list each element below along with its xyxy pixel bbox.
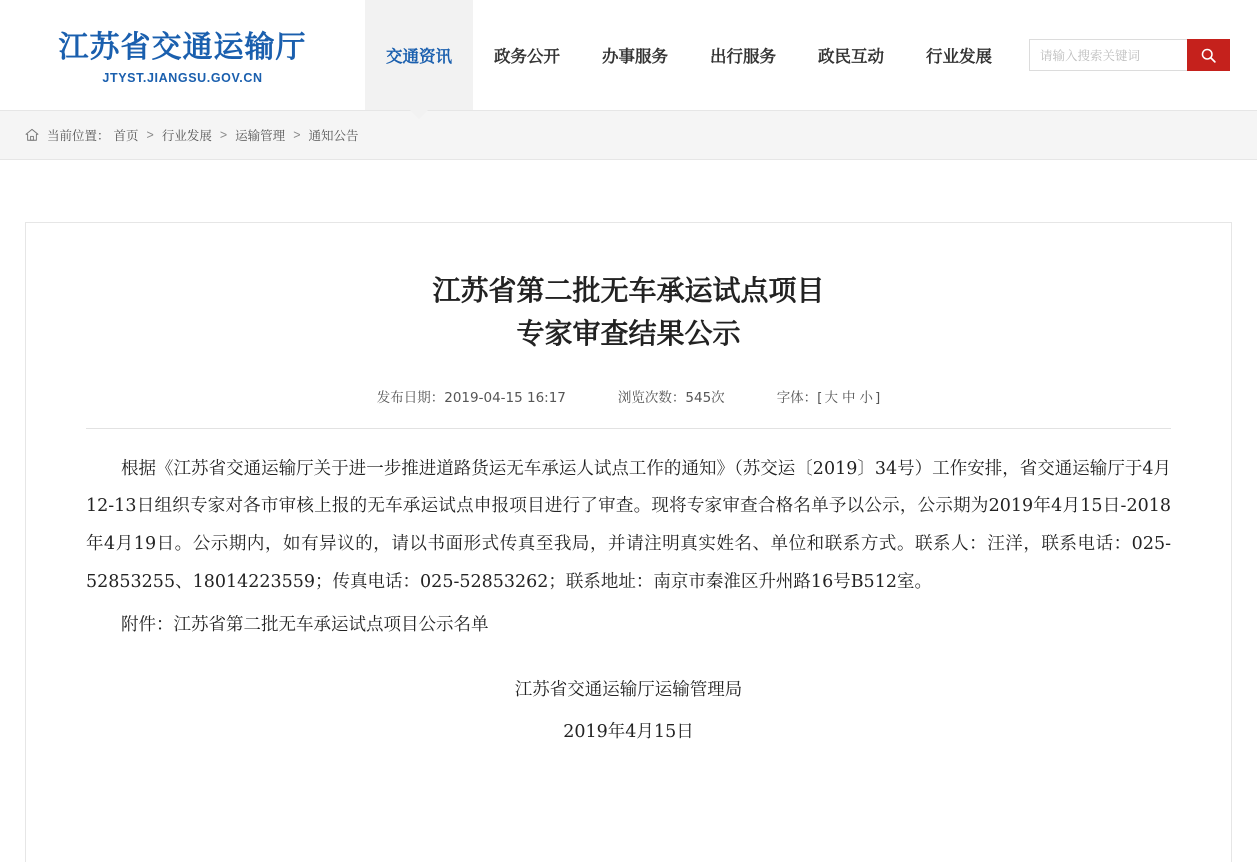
breadcrumb-item-home[interactable]: 首页 [113, 129, 139, 143]
breadcrumb-item-industry[interactable]: 行业发展 [161, 129, 212, 143]
search-button[interactable] [1187, 39, 1230, 71]
nav-item-zhengwugongkai[interactable]: 政务公开 [494, 48, 560, 66]
logo-subtitle: JTYST.JIANGSU.GOV.CN [102, 71, 263, 85]
site-header [0, 0, 1257, 110]
view-count: 浏览次数：545次 [617, 389, 725, 406]
fontsize-control [777, 386, 881, 406]
article-meta [86, 386, 1171, 406]
article-container [25, 222, 1232, 862]
breadcrumb-separator: > [219, 128, 228, 142]
nav-item-zhengminhudong[interactable]: 政民互动 [818, 48, 884, 66]
divider [86, 428, 1171, 429]
home-icon[interactable] [25, 128, 39, 142]
article-signature [86, 669, 1171, 753]
fontsize-large-button[interactable]: 大 [824, 389, 838, 406]
main-nav [365, 0, 1257, 110]
site-logo[interactable] [0, 0, 365, 110]
nav-item-chuxingfuwu[interactable]: 出行服务 [710, 48, 776, 66]
search-icon [1200, 47, 1217, 64]
page-title [86, 269, 1171, 356]
article-title-line1: 江苏省第二批无车承运试点项目 [432, 274, 825, 307]
breadcrumb-label: 当前位置： [47, 129, 110, 143]
article-attachment-line: 附件：江苏省第二批无车承运试点项目公示名单 [121, 615, 489, 636]
breadcrumb-separator: > [293, 128, 301, 142]
breadcrumb-item-notices[interactable]: 通知公告 [308, 129, 359, 143]
publish-date: 发布日期：2019-04-15 16:17 [376, 389, 566, 406]
signature-organization: 江苏省交通运输厅运输管理局 [514, 679, 743, 700]
breadcrumb [0, 110, 1257, 160]
breadcrumb-item-transport-mgmt[interactable]: 运输管理 [235, 129, 286, 143]
signature-date: 2019年4月15日 [563, 721, 694, 742]
article-content [86, 451, 1171, 645]
fontsize-small-button[interactable]: 小 [859, 389, 873, 406]
fontsize-medium-button[interactable]: 中 [841, 389, 856, 406]
nav-item-banshifuwu[interactable]: 办事服务 [602, 48, 668, 66]
breadcrumb-separator: > [146, 128, 154, 142]
page-body [0, 222, 1257, 862]
nav-item-jiaotongzixun[interactable]: 交通资讯 [365, 0, 473, 110]
nav-item-hangyefazhan[interactable]: 行业发展 [926, 48, 992, 66]
fontsize-close: ] [874, 389, 881, 406]
logo-title: 江苏省交通运输厅 [58, 30, 307, 65]
search-input[interactable] [1029, 39, 1187, 71]
fontsize-label: 字体：[ [776, 389, 823, 406]
search-box [1029, 39, 1230, 71]
article-paragraph-1: 根据《江苏省交通运输厅关于进一步推进道路货运无车承运人试点工作的通知》（苏交运〔2019〕34号）工作安排，省交通运输厅于4月12-13日组织专家对各市审核上报的无车承运试点申报项目进行了审查。现将专家审查合格名单予以公示，公示期为2019年4月15日-2018年4月19日。公示期内，如有异议的，请以书面形式传真至我局，并请注明真实姓名、单位和联系方式。联系人：汪洋，联系电话：025-52853255、18014223559；传真电话：025-52853262；联系地址：南京市秦淮区升州路16号B512室。 [86, 458, 1171, 592]
article-title-line2: 专家审查结果公示 [516, 317, 741, 351]
